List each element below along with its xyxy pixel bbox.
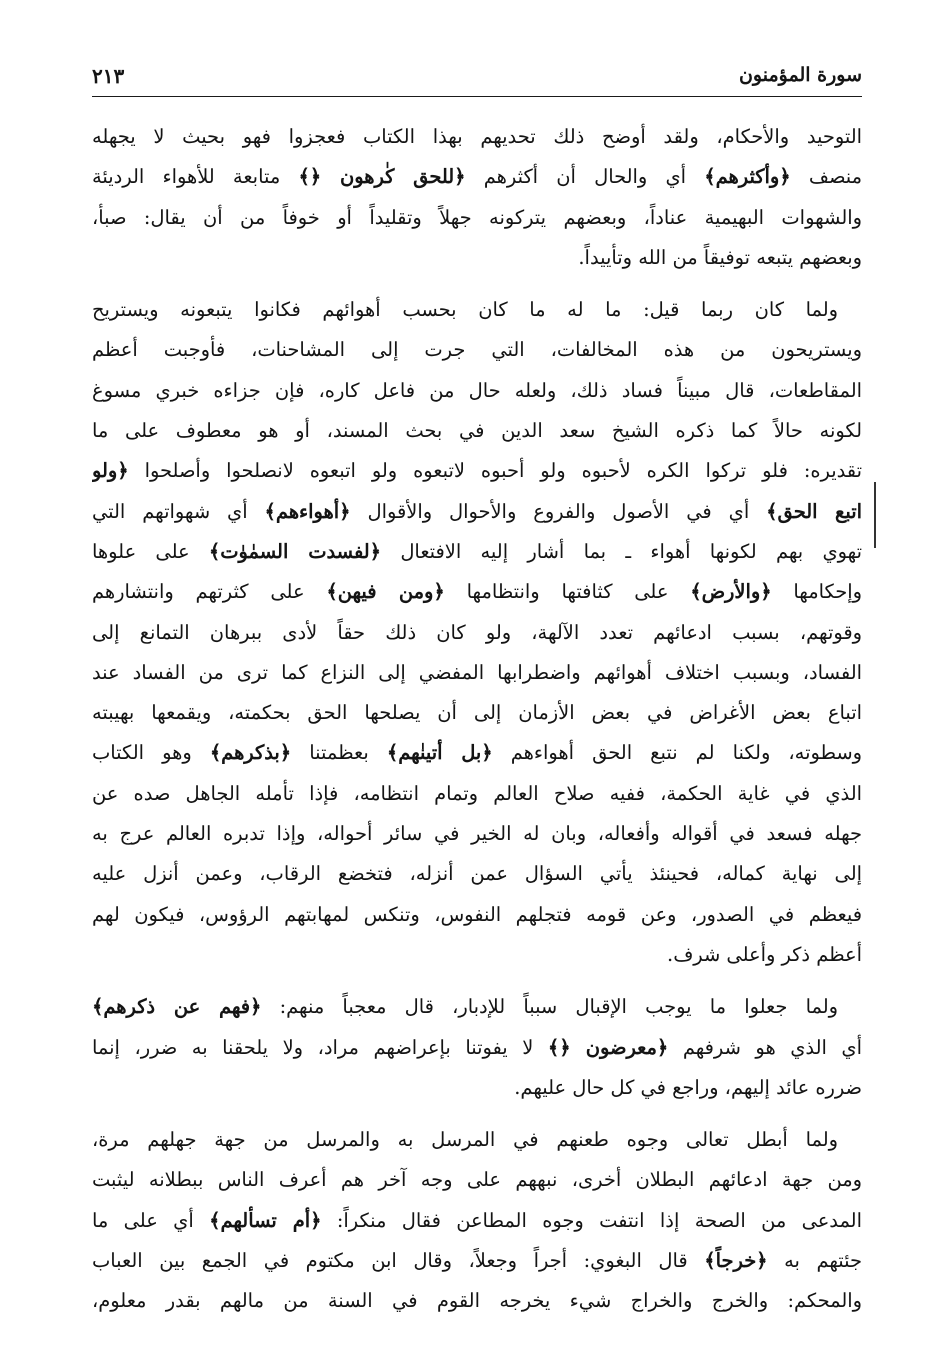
text-line	[92, 1241, 862, 1281]
text-segment: على كثافتها وانتظامها	[444, 580, 691, 604]
text-line	[92, 371, 862, 411]
text-segment: ولما كان ربما قيل: ما له ما كان بحسب أهوائهم فكانوا يتبعونه ويستريح	[92, 298, 838, 322]
text-segment: المدعى من الصحة إذا انتفت وجوه المطاعن فقال منكراً:	[321, 1208, 862, 1232]
text-line	[92, 613, 862, 653]
text-line	[92, 411, 862, 451]
book-page	[92, 62, 862, 1334]
text-segment: أي شهواتهم التي	[92, 499, 265, 523]
quran-quote: ﴿بذكرهم﴾	[209, 741, 292, 765]
quran-quote: ﴿والأرض﴾	[690, 580, 772, 604]
text-segment: ولما جعلوا ما يوجب الإقبال سبباً للإدبار، قال معجباً منهم:	[261, 995, 838, 1019]
quran-quote: ﴿خرجاً﴾	[704, 1249, 768, 1273]
text-line	[92, 774, 862, 814]
text-line	[92, 492, 862, 532]
text-segment: لكونه حالاً كما ذكره الشيخ سعد الدين في بحث المسند، أو هو معطوف على ما	[92, 419, 862, 443]
page-number: ٢١٣	[92, 64, 125, 88]
text-segment: التوحيد والأحكام، ولقد أوضح ذلك تحديهم بهذا الكتاب فعجزوا فهو بحيث لا يجهله	[92, 125, 862, 148]
text-line	[92, 238, 862, 278]
text-segment: على علوها	[92, 539, 209, 563]
paragraph	[92, 1120, 862, 1321]
text-segment: منصف	[790, 165, 862, 189]
text-line	[92, 854, 862, 894]
text-line	[92, 330, 862, 370]
text-segment: والشهوات البهيمية عناداً، وبعضهم يتركونه جهلاً وتقليداً أو خوفاً من أن يقال: صبأ،	[92, 205, 862, 229]
text-segment: الفساد، وبسبب اختلاف أهوائهم واضطرابها المفضي إلى النزاع كما ترى من الفساد عند	[92, 660, 862, 684]
text-line	[92, 1160, 862, 1200]
text-segment: فيعظم في الصدور، وعن قومه فتجلهم النفوس، وتنكس لمهابتهم الرؤوس، فيكون لهم	[92, 902, 862, 926]
text-segment: تهوي بهم لكونها أهواء ـ بما أشار إليه الافتعال	[381, 539, 862, 563]
quran-quote: ﴿بل أتينٰهم﴾	[386, 741, 493, 765]
quran-quote: ﴿أم تسألهم﴾	[209, 1208, 322, 1232]
quran-quote: ﴿معرضون ﴿﴾	[547, 1035, 669, 1059]
quran-quote: ﴿ولو	[92, 459, 129, 483]
text-line	[92, 1201, 862, 1241]
text-segment: اتباع بعض الأغراض في بعض الأزمان إلى أن يصلحها الحق بحكمته، ويقمعها بهيبته	[92, 701, 862, 725]
text-segment: أي والحال أن أكثرهم	[465, 165, 705, 189]
text-segment: جهله فسعد في أقواله وأفعاله، وبان له الخير في سائر أحواله، وإذا تدبره العالم عرج به	[92, 822, 862, 846]
text-segment: الذي في غاية الحكمة، ففيه صلاح العالم وتمام انتظامه، فإذا تأمله الجاهل صده عن	[92, 781, 862, 805]
text-line	[92, 1281, 862, 1321]
text-line	[92, 157, 862, 197]
text-line	[92, 1028, 862, 1068]
text-segment: وقوتهم، بسبب ادعائهم تعدد الآلهة، ولو كان ذلك حقاً لأدى ببرهان التمانع إلى	[92, 620, 862, 644]
text-segment: متابعة للأهواء الرديئة	[92, 165, 299, 189]
text-line	[92, 572, 862, 612]
page-header	[92, 62, 862, 97]
text-segment: وإحكامها	[771, 580, 862, 604]
text-segment: لا يفوتنا بإعراضهم مراد، ولا يلحقنا به ضرر، إنما	[92, 1035, 548, 1059]
text-segment: وسطوته، ولكنا لم نتبع الحق أهواءهم	[492, 741, 862, 765]
text-segment: ويستريحون من هذه المخالفات، التي جرت إلى المشاحنات، فأوجبت أعظم	[92, 338, 862, 362]
quran-quote: ﴿أهواءهم﴾	[264, 499, 351, 523]
quran-quote: ﴿وأكثرهم﴾	[704, 165, 791, 189]
text-line	[92, 198, 862, 238]
text-line	[92, 1068, 862, 1108]
text-segment: أي في الأصول والفروع والأحوال والأقوال	[350, 499, 767, 523]
text-segment: وبعضهم يتبعه توفيقاً من الله وتأييداً.	[578, 245, 862, 269]
text-segment: وهو الكتاب	[92, 741, 210, 765]
text-line	[92, 733, 862, 773]
text-segment: جئتهم به	[767, 1249, 862, 1273]
text-segment: ومن جهة ادعائهم البطلان أخرى، نبههم على وجه آخر هم أعرف الناس ببطلانه ليثبت	[92, 1168, 862, 1192]
text-segment: والمحكم: والخرج والخراج شيء يخرجه القوم في السنة من مالهم بقدر معلوم،	[92, 1289, 862, 1313]
text-line	[92, 895, 862, 935]
surah-title: سورة المؤمنون	[738, 64, 862, 86]
text-segment: أي الذي هو شرفهم	[668, 1035, 862, 1059]
text-line	[92, 987, 862, 1027]
paragraph	[92, 987, 862, 1108]
quran-quote: ﴿ومن فيهن﴾	[326, 580, 445, 604]
text-segment: إلى نهاية كماله، فحينئذ يأتي السؤال عمن أنزله، فتخضع الرقاب، وعمن أنزل عليه	[92, 862, 862, 886]
quran-quote: اتبع الحق﴾	[766, 499, 862, 523]
text-segment: أعظم ذكر وأعلى شرف.	[667, 942, 862, 966]
text-segment: ضرره عائد إليهم، وراجع في كل حال عليهم.	[514, 1075, 862, 1099]
text-line	[92, 290, 862, 330]
text-line	[92, 451, 862, 491]
margin-line	[874, 482, 876, 548]
page-body	[92, 117, 862, 1322]
quran-quote: ﴿لفسدت السمٰوٰت﴾	[208, 539, 382, 563]
text-line	[92, 1120, 862, 1160]
text-line	[92, 935, 862, 975]
text-line	[92, 814, 862, 854]
text-segment: أي على ما	[92, 1208, 210, 1232]
text-line	[92, 117, 862, 157]
text-line	[92, 653, 862, 693]
paragraph	[92, 290, 862, 975]
paragraph	[92, 117, 862, 278]
text-segment: قال البغوي: أجراً وجعلاً، وقال ابن مكتوم في الجمع بين العباب	[92, 1249, 705, 1273]
text-segment: ولما أبطل تعالى وجوه طعنهم في المرسل به والمرسل من جهة جهلهم مرة،	[92, 1128, 838, 1152]
quran-quote: ﴿فهم عن ذكرهم﴾	[92, 995, 262, 1019]
text-line	[92, 532, 862, 572]
text-segment: تقديره: فلو تركوا الكره لأحبوه ولو أحبوه لاتبعوه ولو اتبعوه لانصلحوا وأصلحوا	[128, 459, 862, 483]
text-segment: المقاطعات، قال مبيناً فساد ذلك، ولعله حال من فاعل كاره، فإن جزاءه خبري مسوغ	[92, 378, 862, 402]
text-segment: بعظمتنا	[291, 741, 387, 765]
text-segment: على كثرتهم وانتشارهم	[92, 580, 327, 604]
quran-quote: ﴿للحق كٰرهون ﴿﴾	[298, 165, 466, 189]
text-line	[92, 693, 862, 733]
